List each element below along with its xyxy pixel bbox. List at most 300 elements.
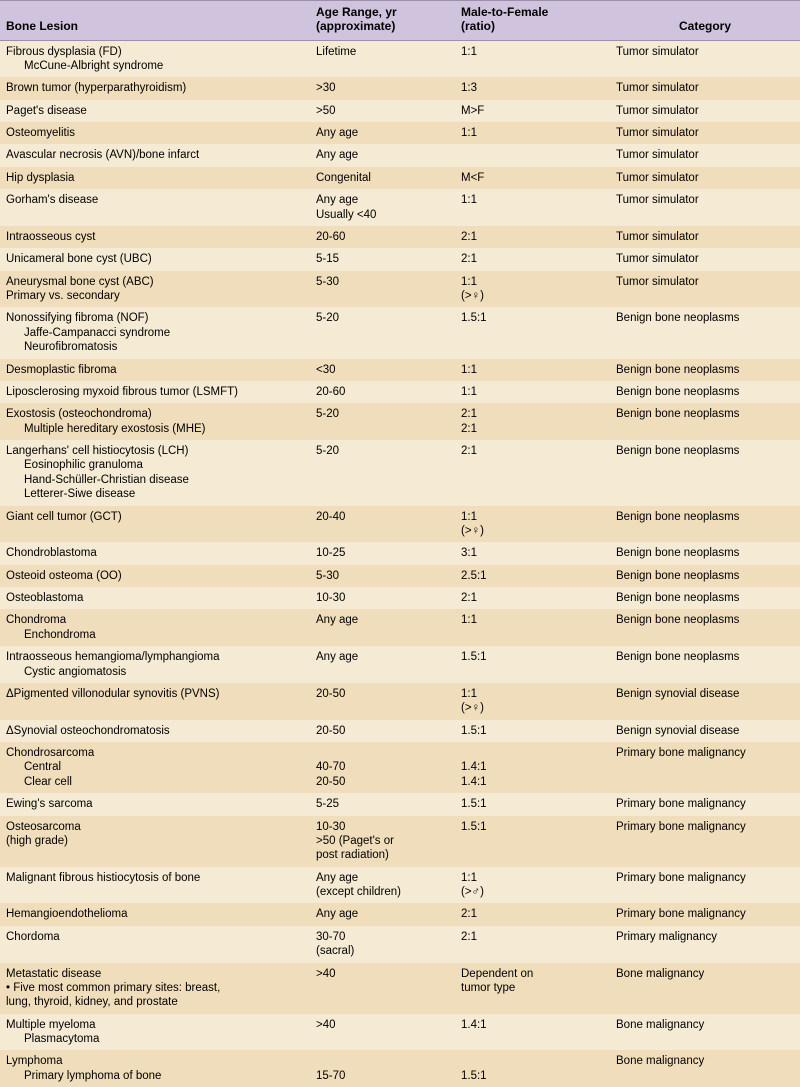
lesion-line: Hip dysplasia bbox=[6, 171, 75, 184]
ratio-line: 1:1 bbox=[461, 871, 477, 884]
lesion-line: Intraosseous cyst bbox=[6, 230, 96, 243]
cell-male-to-female-ratio bbox=[455, 867, 610, 904]
cell-male-to-female-ratio bbox=[455, 122, 610, 144]
ratio-line: 1:1 bbox=[461, 45, 477, 58]
age-line: post radiation) bbox=[316, 849, 389, 862]
cell-category bbox=[610, 1050, 800, 1087]
ratio-line: 1.5:1 bbox=[461, 651, 487, 664]
column-header-male-to-female bbox=[455, 1, 610, 41]
lesion-line: Chondroblastoma bbox=[6, 547, 97, 560]
age-line bbox=[316, 1054, 449, 1068]
cell-bone-lesion bbox=[0, 248, 310, 270]
category-label: Primary bone malignancy bbox=[616, 747, 746, 760]
lesion-line: Exostosis (osteochondroma) bbox=[6, 408, 152, 421]
category-label: Tumor simulator bbox=[616, 253, 699, 266]
cell-bone-lesion bbox=[0, 867, 310, 904]
cell-bone-lesion bbox=[0, 506, 310, 543]
ratio-line: 2:1 bbox=[461, 445, 477, 458]
cell-male-to-female-ratio bbox=[455, 506, 610, 543]
age-line: 30-70 bbox=[316, 930, 346, 943]
category-label: Benign bone neoplasms bbox=[616, 547, 740, 560]
cell-age-range bbox=[310, 793, 455, 815]
cell-male-to-female-ratio bbox=[455, 440, 610, 506]
lesion-subline: McCune-Albright syndrome bbox=[24, 59, 164, 72]
table-row bbox=[0, 307, 800, 358]
column-header-category-line-1: Category bbox=[678, 18, 731, 33]
age-line: 5-30 bbox=[316, 569, 340, 582]
lesion-line: (high grade) bbox=[6, 834, 69, 847]
cell-male-to-female-ratio bbox=[455, 100, 610, 122]
age-line: >40 bbox=[316, 967, 336, 980]
lesion-subline: Plasmacytoma bbox=[24, 1033, 100, 1046]
category-label: Primary bone malignancy bbox=[616, 798, 746, 811]
cell-bone-lesion bbox=[0, 77, 310, 99]
table-row bbox=[0, 542, 800, 564]
age-line: 15-70 bbox=[316, 1069, 346, 1082]
cell-age-range bbox=[310, 122, 455, 144]
cell-bone-lesion bbox=[0, 167, 310, 189]
cell-category bbox=[610, 742, 800, 793]
ratio-line: 3:1 bbox=[461, 547, 477, 560]
cell-male-to-female-ratio bbox=[455, 542, 610, 564]
cell-category bbox=[610, 122, 800, 144]
table-row bbox=[0, 963, 800, 1014]
table-row bbox=[0, 122, 800, 144]
lesion-subline: Eosinophilic granuloma bbox=[24, 459, 143, 472]
lesion-line: Nonossifying fibroma (NOF) bbox=[6, 312, 149, 325]
age-line: 5-25 bbox=[316, 798, 340, 811]
age-line: 10-30 bbox=[316, 592, 346, 605]
cell-age-range bbox=[310, 1014, 455, 1051]
lesion-line: Ewing's sarcoma bbox=[6, 798, 93, 811]
cell-category bbox=[610, 1014, 800, 1051]
age-line: >50 (Paget's or bbox=[316, 834, 394, 847]
lesion-line: Osteomyelitis bbox=[6, 127, 76, 140]
cell-age-range bbox=[310, 565, 455, 587]
cell-bone-lesion bbox=[0, 144, 310, 166]
cell-bone-lesion bbox=[0, 381, 310, 403]
cell-category bbox=[610, 100, 800, 122]
ratio-line: 2:1 bbox=[461, 408, 477, 421]
table-header bbox=[0, 1, 800, 41]
cell-age-range bbox=[310, 271, 455, 308]
table-row bbox=[0, 565, 800, 587]
category-label: Tumor simulator bbox=[616, 275, 699, 288]
cell-age-range bbox=[310, 403, 455, 440]
table-row bbox=[0, 248, 800, 270]
lesion-line: Aneurysmal bone cyst (ABC) bbox=[6, 275, 154, 288]
lesion-line: Lymphoma bbox=[6, 1055, 63, 1068]
cell-male-to-female-ratio bbox=[455, 403, 610, 440]
lesion-line: Brown tumor (hyperparathyroidism) bbox=[6, 82, 187, 95]
lesion-line: Giant cell tumor (GCT) bbox=[6, 510, 122, 523]
cell-category bbox=[610, 307, 800, 358]
cell-category bbox=[610, 609, 800, 646]
cell-male-to-female-ratio bbox=[455, 646, 610, 683]
table-row bbox=[0, 609, 800, 646]
lesion-subline: Jaffe-Campanacci syndrome bbox=[24, 326, 171, 339]
cell-male-to-female-ratio bbox=[455, 1050, 610, 1087]
cell-male-to-female-ratio bbox=[455, 793, 610, 815]
cell-male-to-female-ratio bbox=[455, 1014, 610, 1051]
category-label: Primary bone malignancy bbox=[616, 871, 746, 884]
cell-category bbox=[610, 683, 800, 720]
cell-category bbox=[610, 816, 800, 867]
cell-age-range bbox=[310, 816, 455, 867]
table-row bbox=[0, 226, 800, 248]
cell-male-to-female-ratio bbox=[455, 926, 610, 963]
category-label: Tumor simulator bbox=[616, 82, 699, 95]
table-row bbox=[0, 403, 800, 440]
age-line: 5-30 bbox=[316, 275, 340, 288]
cell-bone-lesion bbox=[0, 720, 310, 742]
age-line: >30 bbox=[316, 82, 336, 95]
age-line: 10-25 bbox=[316, 547, 346, 560]
cell-male-to-female-ratio bbox=[455, 167, 610, 189]
table-row bbox=[0, 742, 800, 793]
age-line: Lifetime bbox=[316, 45, 357, 58]
lesion-line: Liposclerosing myxoid fibrous tumor (LSMFT) bbox=[6, 385, 238, 398]
lesion-line: Desmoplastic fibroma bbox=[6, 363, 117, 376]
table-row bbox=[0, 587, 800, 609]
column-header-male-to-female-line-2: (ratio) bbox=[461, 18, 495, 33]
cell-male-to-female-ratio bbox=[455, 720, 610, 742]
category-label: Benign bone neoplasms bbox=[616, 312, 740, 325]
ratio-line: 1:1 bbox=[461, 363, 477, 376]
ratio-line: 2:1 bbox=[461, 592, 477, 605]
category-label: Benign bone neoplasms bbox=[616, 569, 740, 582]
ratio-line: 1:1 bbox=[461, 275, 477, 288]
cell-male-to-female-ratio bbox=[455, 144, 610, 166]
cell-age-range bbox=[310, 587, 455, 609]
age-line: Any age bbox=[316, 651, 359, 664]
cell-male-to-female-ratio bbox=[455, 609, 610, 646]
table-row bbox=[0, 381, 800, 403]
cell-age-range bbox=[310, 506, 455, 543]
cell-category bbox=[610, 587, 800, 609]
age-line: 20-40 bbox=[316, 510, 346, 523]
ratio-line: 1.5:1 bbox=[461, 798, 487, 811]
cell-male-to-female-ratio bbox=[455, 683, 610, 720]
ratio-line: 2:1 bbox=[461, 930, 477, 943]
category-label: Tumor simulator bbox=[616, 171, 699, 184]
lesion-subline: Letterer-Siwe disease bbox=[24, 488, 136, 501]
age-line: (except children) bbox=[316, 886, 402, 899]
lesion-line: Paget's disease bbox=[6, 104, 87, 117]
category-label: Benign bone neoplasms bbox=[616, 385, 740, 398]
cell-bone-lesion bbox=[0, 793, 310, 815]
cell-bone-lesion bbox=[0, 359, 310, 381]
cell-bone-lesion bbox=[0, 926, 310, 963]
cell-category bbox=[610, 903, 800, 925]
category-label: Primary bone malignancy bbox=[616, 908, 746, 921]
cell-bone-lesion bbox=[0, 587, 310, 609]
cell-male-to-female-ratio bbox=[455, 189, 610, 226]
lesion-subline: Hand-Schüller-Christian disease bbox=[24, 473, 189, 486]
cell-age-range bbox=[310, 542, 455, 564]
table-row bbox=[0, 720, 800, 742]
cell-male-to-female-ratio bbox=[455, 587, 610, 609]
cell-age-range bbox=[310, 77, 455, 99]
cell-age-range bbox=[310, 720, 455, 742]
cell-bone-lesion bbox=[0, 683, 310, 720]
cell-category bbox=[610, 963, 800, 1014]
cell-category bbox=[610, 359, 800, 381]
column-header-age-range-line-1: Age Range, yr bbox=[316, 5, 397, 19]
age-line: 20-50 bbox=[316, 775, 346, 788]
cell-male-to-female-ratio bbox=[455, 816, 610, 867]
age-line: 5-20 bbox=[316, 312, 340, 325]
lesion-line: Osteoid osteoma (OO) bbox=[6, 569, 122, 582]
table-row bbox=[0, 926, 800, 963]
cell-bone-lesion bbox=[0, 100, 310, 122]
table-row bbox=[0, 506, 800, 543]
ratio-line bbox=[461, 746, 604, 760]
cell-age-range bbox=[310, 144, 455, 166]
lesion-line: Intraosseous hemangioma/lymphangioma bbox=[6, 651, 220, 664]
age-line: Congenital bbox=[316, 171, 371, 184]
cell-category bbox=[610, 926, 800, 963]
ratio-line: 1.4:1 bbox=[461, 1018, 487, 1031]
category-label: Benign bone neoplasms bbox=[616, 363, 740, 376]
table-header-row bbox=[0, 1, 800, 41]
category-label: Bone malignancy bbox=[616, 1055, 705, 1068]
column-header-bone-lesion-line-1: Bone Lesion bbox=[6, 18, 79, 33]
category-label: Tumor simulator bbox=[616, 230, 699, 243]
cell-age-range bbox=[310, 742, 455, 793]
lesion-line: Hemangioendothelioma bbox=[6, 908, 128, 921]
table-row bbox=[0, 100, 800, 122]
ratio-line: M>F bbox=[461, 104, 485, 117]
lesion-subline: Neurofibromatosis bbox=[24, 341, 118, 354]
table-row bbox=[0, 867, 800, 904]
cell-category bbox=[610, 440, 800, 506]
age-line: Any age bbox=[316, 194, 359, 207]
column-header-age-range-line-2: (approximate) bbox=[316, 18, 396, 33]
category-label: Benign bone neoplasms bbox=[616, 408, 740, 421]
category-label: Primary malignancy bbox=[616, 930, 717, 943]
cell-category bbox=[610, 77, 800, 99]
age-line: Any age bbox=[316, 149, 359, 162]
table-row bbox=[0, 167, 800, 189]
table-row bbox=[0, 189, 800, 226]
column-header-male-to-female-line-1: Male-to-Female bbox=[461, 5, 549, 19]
age-line: Any age bbox=[316, 871, 359, 884]
ratio-line: M<F bbox=[461, 171, 485, 184]
table-row bbox=[0, 271, 800, 308]
ratio-line: 1:1 bbox=[461, 510, 477, 523]
age-line: (sacral) bbox=[316, 945, 355, 958]
ratio-line: 2:1 bbox=[461, 908, 477, 921]
category-label: Bone malignancy bbox=[616, 1018, 705, 1031]
lesion-line: • Five most common primary sites: breast, bbox=[6, 981, 221, 994]
cell-male-to-female-ratio bbox=[455, 226, 610, 248]
lesion-line: Langerhans' cell histiocytosis (LCH) bbox=[6, 445, 189, 458]
cell-male-to-female-ratio bbox=[455, 963, 610, 1014]
lesion-line: Malignant fibrous histiocytosis of bone bbox=[6, 871, 201, 884]
age-line: Any age bbox=[316, 908, 359, 921]
category-label: Primary bone malignancy bbox=[616, 820, 746, 833]
ratio-line: 2.5:1 bbox=[461, 569, 487, 582]
category-label: Benign bone neoplasms bbox=[616, 614, 740, 627]
ratio-line: tumor type bbox=[461, 981, 516, 994]
age-line: 20-50 bbox=[316, 724, 346, 737]
table-row bbox=[0, 1050, 800, 1087]
cell-bone-lesion bbox=[0, 271, 310, 308]
ratio-line: 2:1 bbox=[461, 422, 477, 435]
age-line: Any age bbox=[316, 127, 359, 140]
lesion-line: ΔSynovial osteochondromatosis bbox=[6, 724, 170, 737]
age-line: 5-20 bbox=[316, 445, 340, 458]
lesion-line: Unicameral bone cyst (UBC) bbox=[6, 253, 152, 266]
cell-male-to-female-ratio bbox=[455, 381, 610, 403]
cell-category bbox=[610, 381, 800, 403]
table-body bbox=[0, 40, 800, 1087]
cell-category bbox=[610, 565, 800, 587]
cell-bone-lesion bbox=[0, 40, 310, 77]
ratio-line: 1:3 bbox=[461, 82, 477, 95]
cell-age-range bbox=[310, 381, 455, 403]
cell-bone-lesion bbox=[0, 742, 310, 793]
age-line: 5-15 bbox=[316, 253, 340, 266]
ratio-line: 1.5:1 bbox=[461, 820, 487, 833]
category-label: Benign synovial disease bbox=[616, 687, 740, 700]
cell-bone-lesion bbox=[0, 609, 310, 646]
cell-male-to-female-ratio bbox=[455, 359, 610, 381]
age-line bbox=[316, 746, 449, 760]
cell-male-to-female-ratio bbox=[455, 742, 610, 793]
lesion-subline: Clear cell bbox=[24, 775, 72, 788]
cell-bone-lesion bbox=[0, 816, 310, 867]
cell-age-range bbox=[310, 926, 455, 963]
cell-age-range bbox=[310, 440, 455, 506]
cell-bone-lesion bbox=[0, 903, 310, 925]
lesion-line: Gorham's disease bbox=[6, 194, 99, 207]
cell-bone-lesion bbox=[0, 307, 310, 358]
ratio-line: 1:1 bbox=[461, 687, 477, 700]
lesion-line: Chondroma bbox=[6, 614, 67, 627]
category-label: Tumor simulator bbox=[616, 194, 699, 207]
table-row bbox=[0, 40, 800, 77]
lesion-subline: Cystic angiomatosis bbox=[24, 665, 127, 678]
table-row bbox=[0, 793, 800, 815]
column-header-age-range bbox=[310, 1, 455, 41]
ratio-line: 1:1 bbox=[461, 194, 477, 207]
ratio-line: 1:1 bbox=[461, 385, 477, 398]
age-line: 10-30 bbox=[316, 820, 346, 833]
cell-bone-lesion bbox=[0, 122, 310, 144]
table-row bbox=[0, 440, 800, 506]
cell-male-to-female-ratio bbox=[455, 40, 610, 77]
cell-age-range bbox=[310, 1050, 455, 1087]
cell-age-range bbox=[310, 167, 455, 189]
age-line: <30 bbox=[316, 363, 336, 376]
age-line: 20-60 bbox=[316, 385, 346, 398]
ratio-line: 2:1 bbox=[461, 253, 477, 266]
ratio-line: 1.5:1 bbox=[461, 312, 487, 325]
age-line: >50 bbox=[316, 104, 336, 117]
lesion-line: Chondrosarcoma bbox=[6, 747, 95, 760]
cell-category bbox=[610, 720, 800, 742]
table-row bbox=[0, 359, 800, 381]
cell-age-range bbox=[310, 963, 455, 1014]
ratio-line: 1:1 bbox=[461, 127, 477, 140]
cell-bone-lesion bbox=[0, 646, 310, 683]
lesion-subline: Primary lymphoma of bone bbox=[24, 1069, 162, 1082]
lesion-line: Osteoblastoma bbox=[6, 592, 84, 605]
table-row bbox=[0, 77, 800, 99]
cell-category bbox=[610, 226, 800, 248]
age-line: >40 bbox=[316, 1018, 336, 1031]
cell-bone-lesion bbox=[0, 440, 310, 506]
category-label: Benign bone neoplasms bbox=[616, 651, 740, 664]
cell-category bbox=[610, 271, 800, 308]
ratio-line: Dependent on bbox=[461, 967, 534, 980]
cell-category bbox=[610, 40, 800, 77]
category-label: Benign synovial disease bbox=[616, 724, 740, 737]
ratio-line: 1.4:1 bbox=[461, 761, 487, 774]
cell-male-to-female-ratio bbox=[455, 307, 610, 358]
cell-bone-lesion bbox=[0, 1014, 310, 1051]
category-label: Benign bone neoplasms bbox=[616, 445, 740, 458]
ratio-line: (>♂) bbox=[461, 886, 484, 899]
cell-age-range bbox=[310, 307, 455, 358]
cell-category bbox=[610, 144, 800, 166]
cell-bone-lesion bbox=[0, 963, 310, 1014]
cell-category bbox=[610, 167, 800, 189]
cell-bone-lesion bbox=[0, 403, 310, 440]
cell-bone-lesion bbox=[0, 565, 310, 587]
lesion-line: lung, thyroid, kidney, and prostate bbox=[6, 996, 178, 1009]
ratio-line: 1.4:1 bbox=[461, 775, 487, 788]
ratio-line: 2:1 bbox=[461, 230, 477, 243]
table-row bbox=[0, 683, 800, 720]
ratio-line bbox=[461, 148, 604, 162]
ratio-line: 1.5:1 bbox=[461, 1069, 487, 1082]
cell-age-range bbox=[310, 40, 455, 77]
cell-bone-lesion bbox=[0, 189, 310, 226]
table-row bbox=[0, 1014, 800, 1051]
ratio-line: (>♀) bbox=[461, 702, 484, 715]
cell-bone-lesion bbox=[0, 1050, 310, 1087]
cell-category bbox=[610, 248, 800, 270]
table-row bbox=[0, 646, 800, 683]
category-label: Tumor simulator bbox=[616, 149, 699, 162]
cell-bone-lesion bbox=[0, 542, 310, 564]
cell-age-range bbox=[310, 683, 455, 720]
age-line: 40-70 bbox=[316, 761, 346, 774]
cell-male-to-female-ratio bbox=[455, 565, 610, 587]
cell-category bbox=[610, 542, 800, 564]
age-line: Any age bbox=[316, 614, 359, 627]
lesion-line: Multiple myeloma bbox=[6, 1018, 96, 1031]
cell-bone-lesion bbox=[0, 226, 310, 248]
cell-male-to-female-ratio bbox=[455, 903, 610, 925]
cell-age-range bbox=[310, 609, 455, 646]
ratio-line: 1:1 bbox=[461, 614, 477, 627]
age-line: Usually <40 bbox=[316, 208, 377, 221]
category-label: Tumor simulator bbox=[616, 104, 699, 117]
cell-age-range bbox=[310, 248, 455, 270]
ratio-line: (>♀) bbox=[461, 524, 484, 537]
age-line: 5-20 bbox=[316, 408, 340, 421]
category-label: Bone malignancy bbox=[616, 967, 705, 980]
lesion-line: Metastatic disease bbox=[6, 967, 102, 980]
column-header-category bbox=[610, 1, 800, 41]
cell-age-range bbox=[310, 359, 455, 381]
ratio-line: (>♀) bbox=[461, 290, 484, 303]
ratio-line bbox=[461, 1054, 604, 1068]
